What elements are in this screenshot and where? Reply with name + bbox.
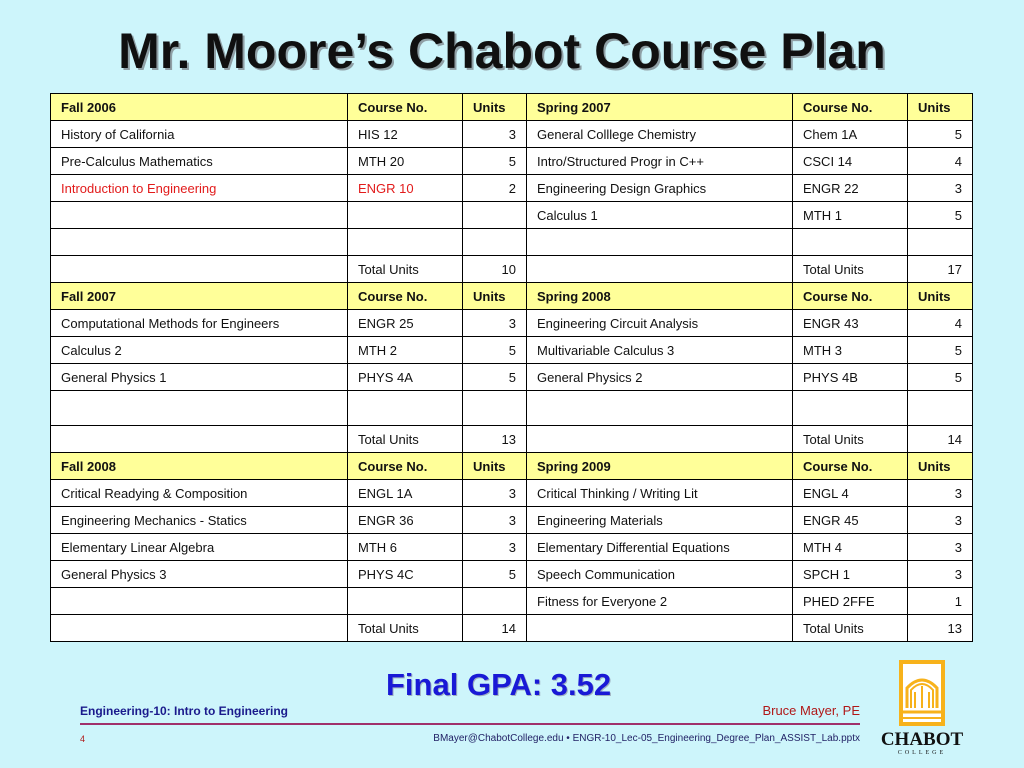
course-name bbox=[51, 202, 348, 229]
empty-cell bbox=[527, 256, 793, 283]
course-units: 3 bbox=[908, 534, 973, 561]
course-number bbox=[348, 588, 463, 615]
course-name: Calculus 1 bbox=[527, 202, 793, 229]
course-units: 5 bbox=[908, 364, 973, 391]
empty-row bbox=[51, 229, 973, 256]
empty-cell bbox=[908, 391, 973, 426]
total-units: 17 bbox=[908, 256, 973, 283]
course-units: 3 bbox=[908, 175, 973, 202]
course-number: PHYS 4C bbox=[348, 561, 463, 588]
course-row bbox=[51, 202, 973, 229]
column-header: Course No. bbox=[793, 94, 908, 121]
course-plan-table bbox=[50, 93, 973, 642]
college-building-icon bbox=[877, 656, 967, 728]
total-label: Total Units bbox=[793, 615, 908, 642]
empty-cell bbox=[527, 426, 793, 453]
course-number: PHYS 4B bbox=[793, 364, 908, 391]
final-gpa: Final GPA: 3.52 bbox=[386, 667, 612, 702]
term-header-row bbox=[51, 94, 973, 121]
course-units: 1 bbox=[908, 588, 973, 615]
course-number: MTH 3 bbox=[793, 337, 908, 364]
total-row bbox=[51, 256, 973, 283]
empty-cell bbox=[527, 615, 793, 642]
course-row bbox=[51, 507, 973, 534]
empty-cell bbox=[463, 391, 527, 426]
course-name: Engineering Circuit Analysis bbox=[527, 310, 793, 337]
course-name: Critical Readying & Composition bbox=[51, 480, 348, 507]
course-name: General Physics 3 bbox=[51, 561, 348, 588]
term-header-row bbox=[51, 283, 973, 310]
course-row bbox=[51, 561, 973, 588]
course-units: 5 bbox=[908, 121, 973, 148]
column-header: Units bbox=[463, 453, 527, 480]
course-number: ENGR 43 bbox=[793, 310, 908, 337]
empty-cell bbox=[51, 615, 348, 642]
course-number: PHYS 4A bbox=[348, 364, 463, 391]
course-name: Engineering Materials bbox=[527, 507, 793, 534]
empty-cell bbox=[348, 391, 463, 426]
course-units: 3 bbox=[463, 310, 527, 337]
empty-cell bbox=[908, 229, 973, 256]
total-label: Total Units bbox=[793, 256, 908, 283]
empty-cell bbox=[348, 229, 463, 256]
empty-cell bbox=[463, 229, 527, 256]
column-header: Units bbox=[463, 283, 527, 310]
course-number: MTH 20 bbox=[348, 148, 463, 175]
course-name: Elementary Differential Equations bbox=[527, 534, 793, 561]
total-label: Total Units bbox=[348, 426, 463, 453]
column-header: Units bbox=[908, 283, 973, 310]
term-label: Spring 2009 bbox=[527, 453, 793, 480]
empty-row bbox=[51, 391, 973, 426]
empty-cell bbox=[51, 256, 348, 283]
course-units bbox=[463, 202, 527, 229]
empty-cell bbox=[527, 391, 793, 426]
course-row bbox=[51, 175, 973, 202]
total-units: 14 bbox=[908, 426, 973, 453]
course-number: Chem 1A bbox=[793, 121, 908, 148]
course-row bbox=[51, 480, 973, 507]
total-row bbox=[51, 426, 973, 453]
term-header-row bbox=[51, 453, 973, 480]
course-row bbox=[51, 337, 973, 364]
course-name bbox=[51, 588, 348, 615]
course-units bbox=[463, 588, 527, 615]
course-units: 3 bbox=[908, 480, 973, 507]
course-units: 4 bbox=[908, 148, 973, 175]
course-units: 3 bbox=[908, 507, 973, 534]
empty-cell bbox=[793, 391, 908, 426]
footer-course-title: Engineering-10: Intro to Engineering bbox=[80, 704, 289, 718]
empty-cell bbox=[527, 229, 793, 256]
footer-file-info: BMayer@ChabotCollege.edu • ENGR-10_Lec-05_Engineering_Degree_Plan_ASSIST_Lab.pptx bbox=[433, 733, 860, 744]
course-name: Speech Communication bbox=[527, 561, 793, 588]
column-header: Course No. bbox=[348, 453, 463, 480]
column-header: Units bbox=[908, 453, 973, 480]
chabot-college-logo bbox=[877, 656, 967, 761]
footer-divider bbox=[80, 723, 860, 725]
course-units: 5 bbox=[908, 337, 973, 364]
course-row bbox=[51, 364, 973, 391]
course-name: Fitness for Everyone 2 bbox=[527, 588, 793, 615]
total-units: 14 bbox=[463, 615, 527, 642]
empty-cell bbox=[51, 391, 348, 426]
total-units: 13 bbox=[463, 426, 527, 453]
term-label: Fall 2008 bbox=[51, 453, 348, 480]
total-units: 10 bbox=[463, 256, 527, 283]
course-number: ENGL 4 bbox=[793, 480, 908, 507]
course-units: 4 bbox=[908, 310, 973, 337]
course-number: ENGL 1A bbox=[348, 480, 463, 507]
empty-cell bbox=[51, 229, 348, 256]
course-name: General Colllege Chemistry bbox=[527, 121, 793, 148]
course-row bbox=[51, 121, 973, 148]
course-units: 2 bbox=[463, 175, 527, 202]
course-number-highlighted: ENGR 10 bbox=[348, 175, 463, 202]
term-label: Fall 2006 bbox=[51, 94, 348, 121]
term-label: Spring 2008 bbox=[527, 283, 793, 310]
course-number: PHED 2FFE bbox=[793, 588, 908, 615]
course-units: 3 bbox=[463, 534, 527, 561]
total-row bbox=[51, 615, 973, 642]
logo-subtitle: COLLEGE bbox=[897, 750, 947, 756]
course-units: 5 bbox=[463, 148, 527, 175]
course-number: ENGR 25 bbox=[348, 310, 463, 337]
term-label: Fall 2007 bbox=[51, 283, 348, 310]
course-units: 3 bbox=[463, 121, 527, 148]
course-name: Multivariable Calculus 3 bbox=[527, 337, 793, 364]
course-row bbox=[51, 588, 973, 615]
course-number: CSCI 14 bbox=[793, 148, 908, 175]
course-row bbox=[51, 148, 973, 175]
course-units: 5 bbox=[463, 364, 527, 391]
course-row bbox=[51, 534, 973, 561]
total-units: 13 bbox=[908, 615, 973, 642]
column-header: Course No. bbox=[348, 283, 463, 310]
course-name: Engineering Mechanics - Statics bbox=[51, 507, 348, 534]
column-header: Units bbox=[908, 94, 973, 121]
course-number: HIS 12 bbox=[348, 121, 463, 148]
course-name: Intro/Structured Progr in C++ bbox=[527, 148, 793, 175]
course-name: General Physics 1 bbox=[51, 364, 348, 391]
empty-cell bbox=[793, 229, 908, 256]
total-label: Total Units bbox=[348, 256, 463, 283]
course-name: General Physics 2 bbox=[527, 364, 793, 391]
column-header: Units bbox=[463, 94, 527, 121]
course-name: Computational Methods for Engineers bbox=[51, 310, 348, 337]
logo-name: CHABOT bbox=[880, 729, 964, 750]
course-number: MTH 1 bbox=[793, 202, 908, 229]
course-number: ENGR 45 bbox=[793, 507, 908, 534]
course-name: Pre-Calculus Mathematics bbox=[51, 148, 348, 175]
course-number: MTH 2 bbox=[348, 337, 463, 364]
course-row bbox=[51, 310, 973, 337]
column-header: Course No. bbox=[793, 283, 908, 310]
course-name: Calculus 2 bbox=[51, 337, 348, 364]
footer-author: Bruce Mayer, PE bbox=[762, 703, 860, 718]
page-number: 4 bbox=[80, 734, 86, 744]
course-name: Elementary Linear Algebra bbox=[51, 534, 348, 561]
course-number: MTH 6 bbox=[348, 534, 463, 561]
slide-title: Mr. Moore’s Chabot Course Plan bbox=[118, 23, 886, 79]
course-units: 5 bbox=[463, 337, 527, 364]
total-label: Total Units bbox=[348, 615, 463, 642]
course-units: 3 bbox=[908, 561, 973, 588]
course-number: ENGR 22 bbox=[793, 175, 908, 202]
course-name: Critical Thinking / Writing Lit bbox=[527, 480, 793, 507]
column-header: Course No. bbox=[793, 453, 908, 480]
total-label: Total Units bbox=[793, 426, 908, 453]
column-header: Course No. bbox=[348, 94, 463, 121]
course-number: SPCH 1 bbox=[793, 561, 908, 588]
course-name: History of California bbox=[51, 121, 348, 148]
course-name-highlighted: Introduction to Engineering bbox=[51, 175, 348, 202]
course-units: 3 bbox=[463, 507, 527, 534]
course-number bbox=[348, 202, 463, 229]
course-units: 5 bbox=[463, 561, 527, 588]
term-label: Spring 2007 bbox=[527, 94, 793, 121]
course-number: ENGR 36 bbox=[348, 507, 463, 534]
course-number: MTH 4 bbox=[793, 534, 908, 561]
course-name: Engineering Design Graphics bbox=[527, 175, 793, 202]
course-units: 3 bbox=[463, 480, 527, 507]
empty-cell bbox=[51, 426, 348, 453]
course-units: 5 bbox=[908, 202, 973, 229]
